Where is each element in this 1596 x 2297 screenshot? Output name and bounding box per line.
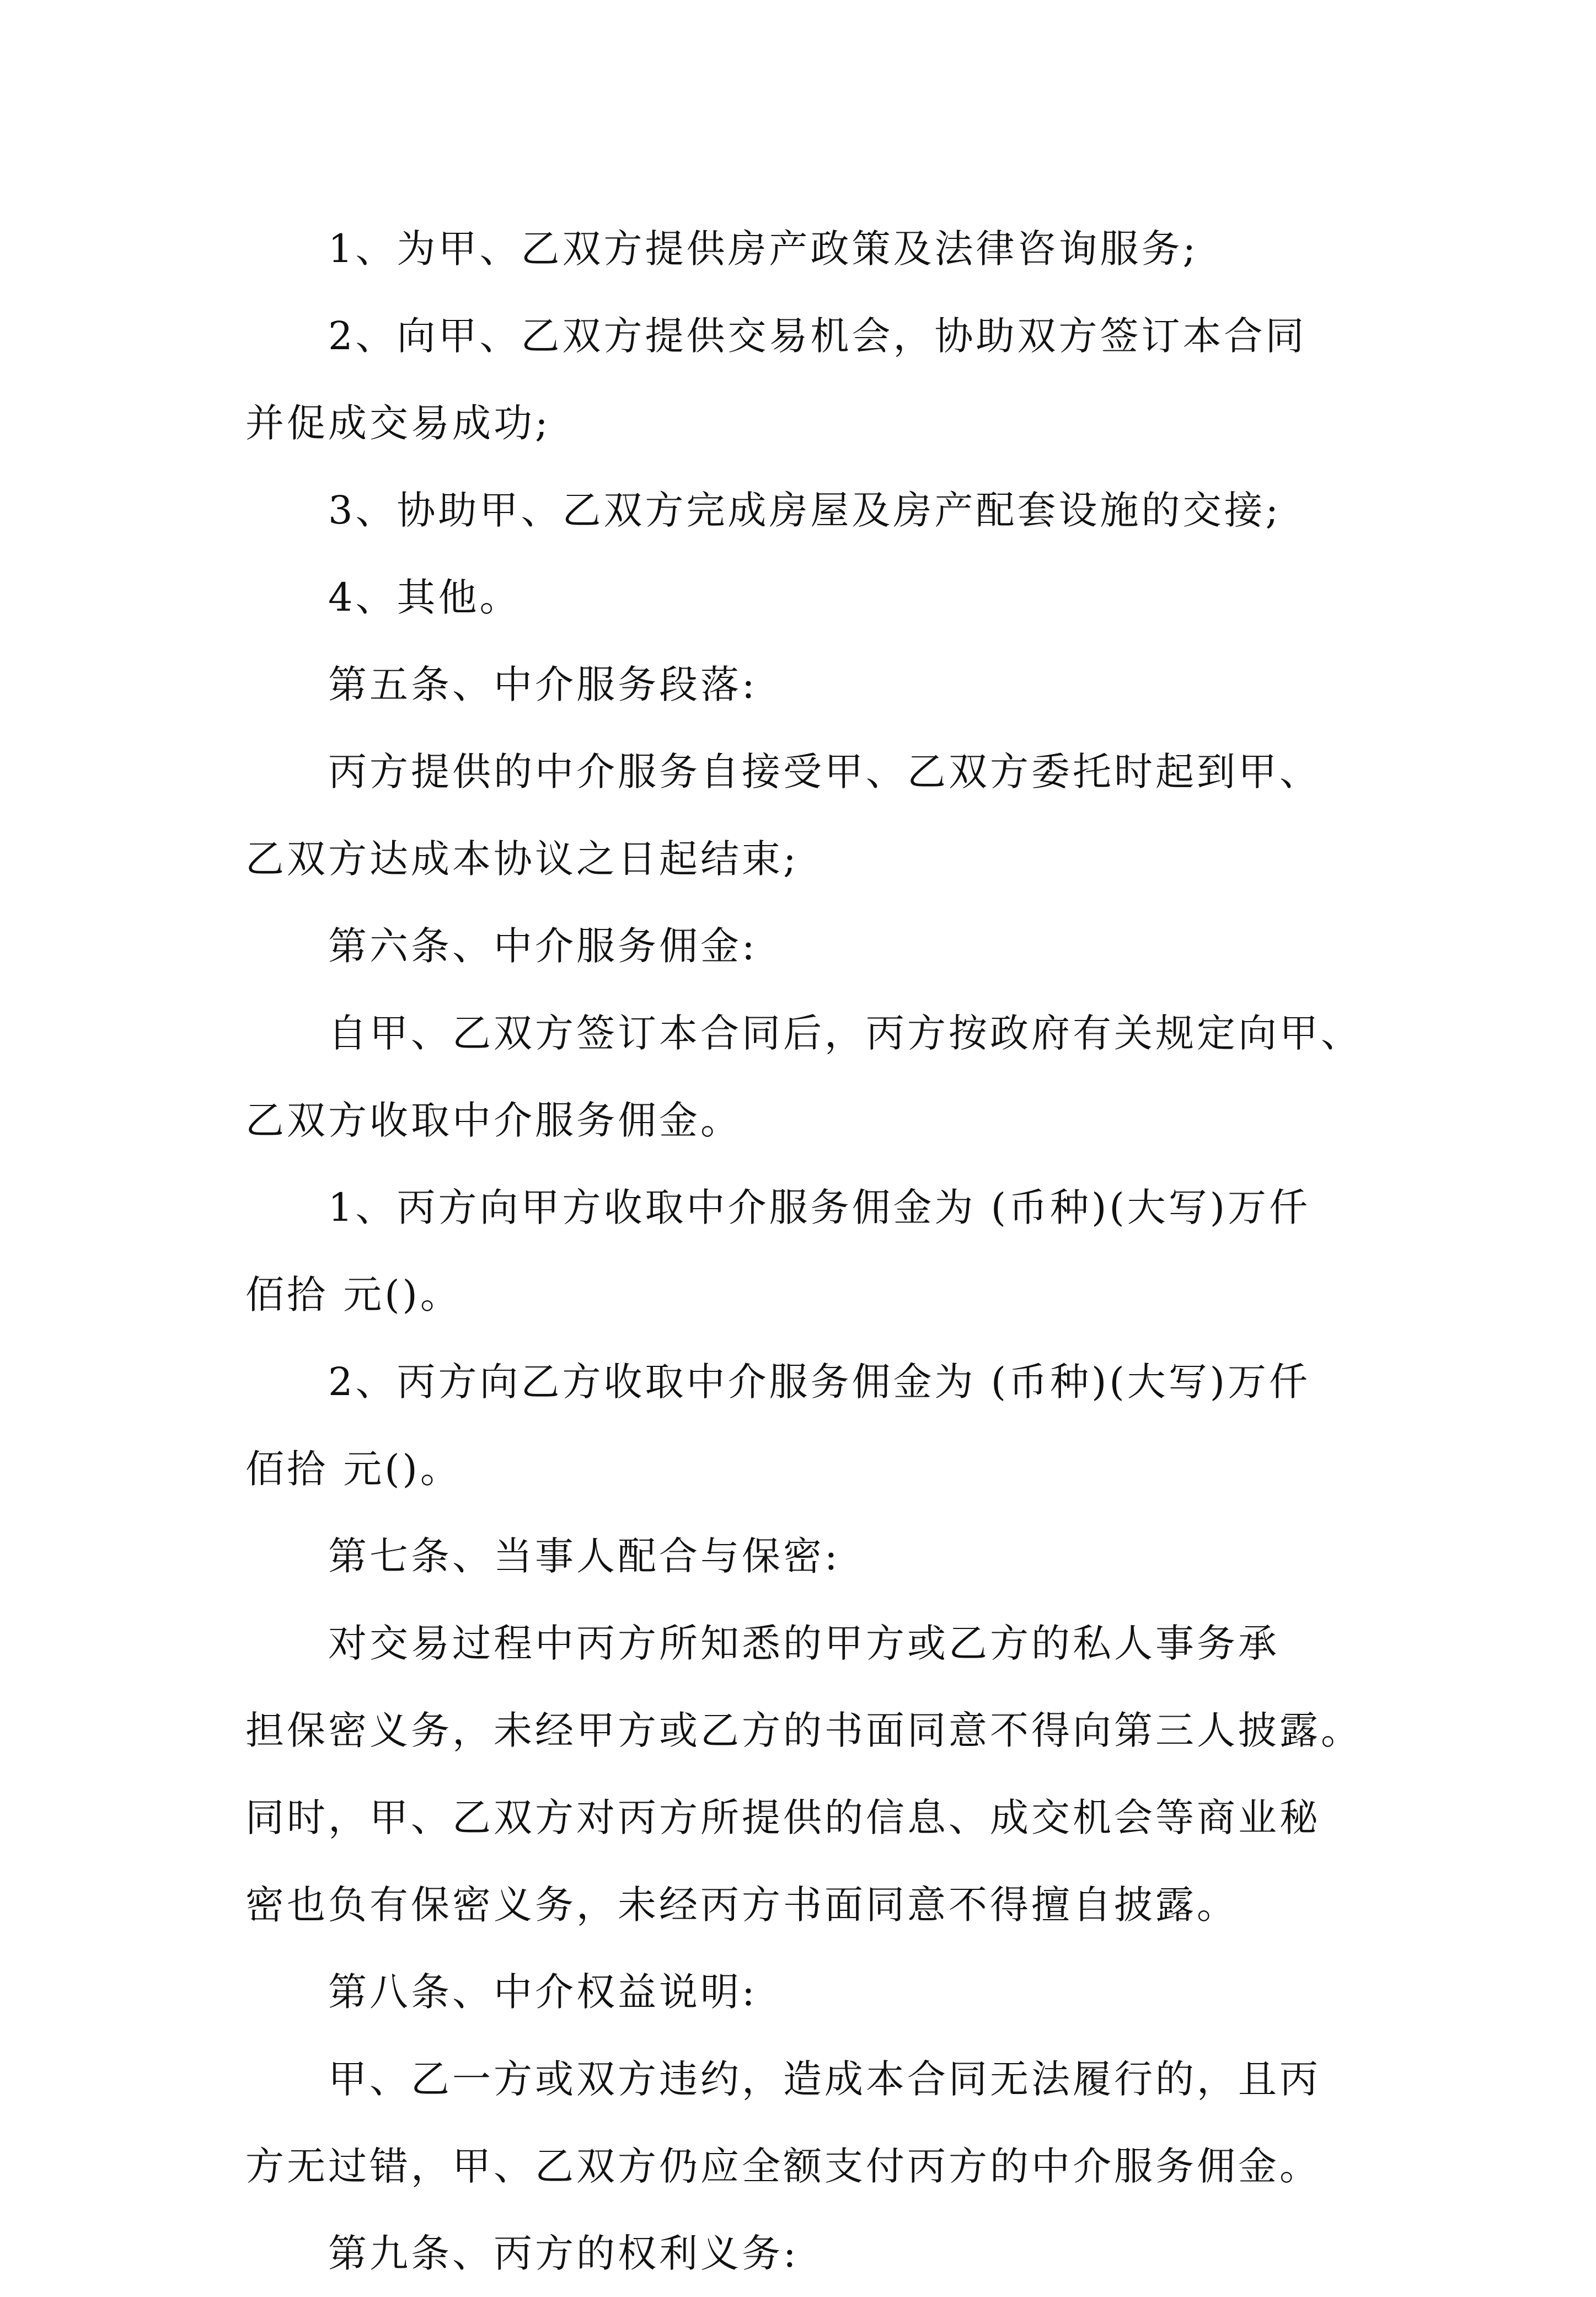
text-line: 3、协助甲、乙双方完成房屋及房产配套设施的交接;: [328, 488, 1282, 533]
text-line: 并促成交易成功;: [245, 400, 551, 446]
text-line: 密也负有保密义务，未经丙方书面同意不得擅自披露。: [245, 1882, 1238, 1927]
section-heading: 第六条、中介服务佣金:: [328, 923, 758, 969]
section-heading: 第七条、当事人配合与保密:: [328, 1534, 840, 1579]
section-heading: 第五条、中介服务段落:: [328, 662, 758, 707]
text-line: 2、丙方向乙方收取中介服务佣金为 (币种)(大写)万仟: [328, 1359, 1311, 1404]
text-line: 1、丙方向甲方收取中介服务佣金为 (币种)(大写)万仟: [328, 1185, 1311, 1230]
text-line: 同时，甲、乙双方对丙方所提供的信息、成交机会等商业秘: [245, 1795, 1321, 1840]
section-heading: 第八条、中介权益说明:: [328, 1969, 758, 2015]
text-line: 2、向甲、乙双方提供交易机会，协助双方签订本合同: [328, 313, 1307, 359]
text-line: 丙方提供的中介服务自接受甲、乙双方委托时起到甲、: [328, 749, 1321, 794]
text-line: 自甲、乙双方签订本合同后，丙方按政府有关规定向甲、: [328, 1011, 1362, 1056]
text-line: 4、其他。: [328, 575, 521, 620]
document-body: [245, 205, 1365, 2297]
text-line: 担保密义务，未经甲方或乙方的书面同意不得向第三人披露。: [245, 1708, 1362, 1753]
text-line: 甲、乙一方或双方违约，造成本合同无法履行的，且丙: [328, 2056, 1321, 2102]
text-line: 方无过错，甲、乙双方仍应全额支付丙方的中介服务佣金。: [245, 2144, 1321, 2189]
text-line: 乙双方收取中介服务佣金。: [245, 1098, 742, 1143]
text-line: 佰拾 元()。: [245, 1446, 462, 1492]
text-line: 1、为甲、乙双方提供房产政策及法律咨询服务;: [328, 226, 1199, 271]
text-line: 佰拾 元()。: [245, 1272, 462, 1317]
text-line: 乙双方达成本协议之日起结束;: [245, 836, 799, 882]
section-heading: 第九条、丙方的权利义务:: [328, 2231, 799, 2276]
text-line: 对交易过程中丙方所知悉的甲方或乙方的私人事务承: [328, 1621, 1279, 1666]
